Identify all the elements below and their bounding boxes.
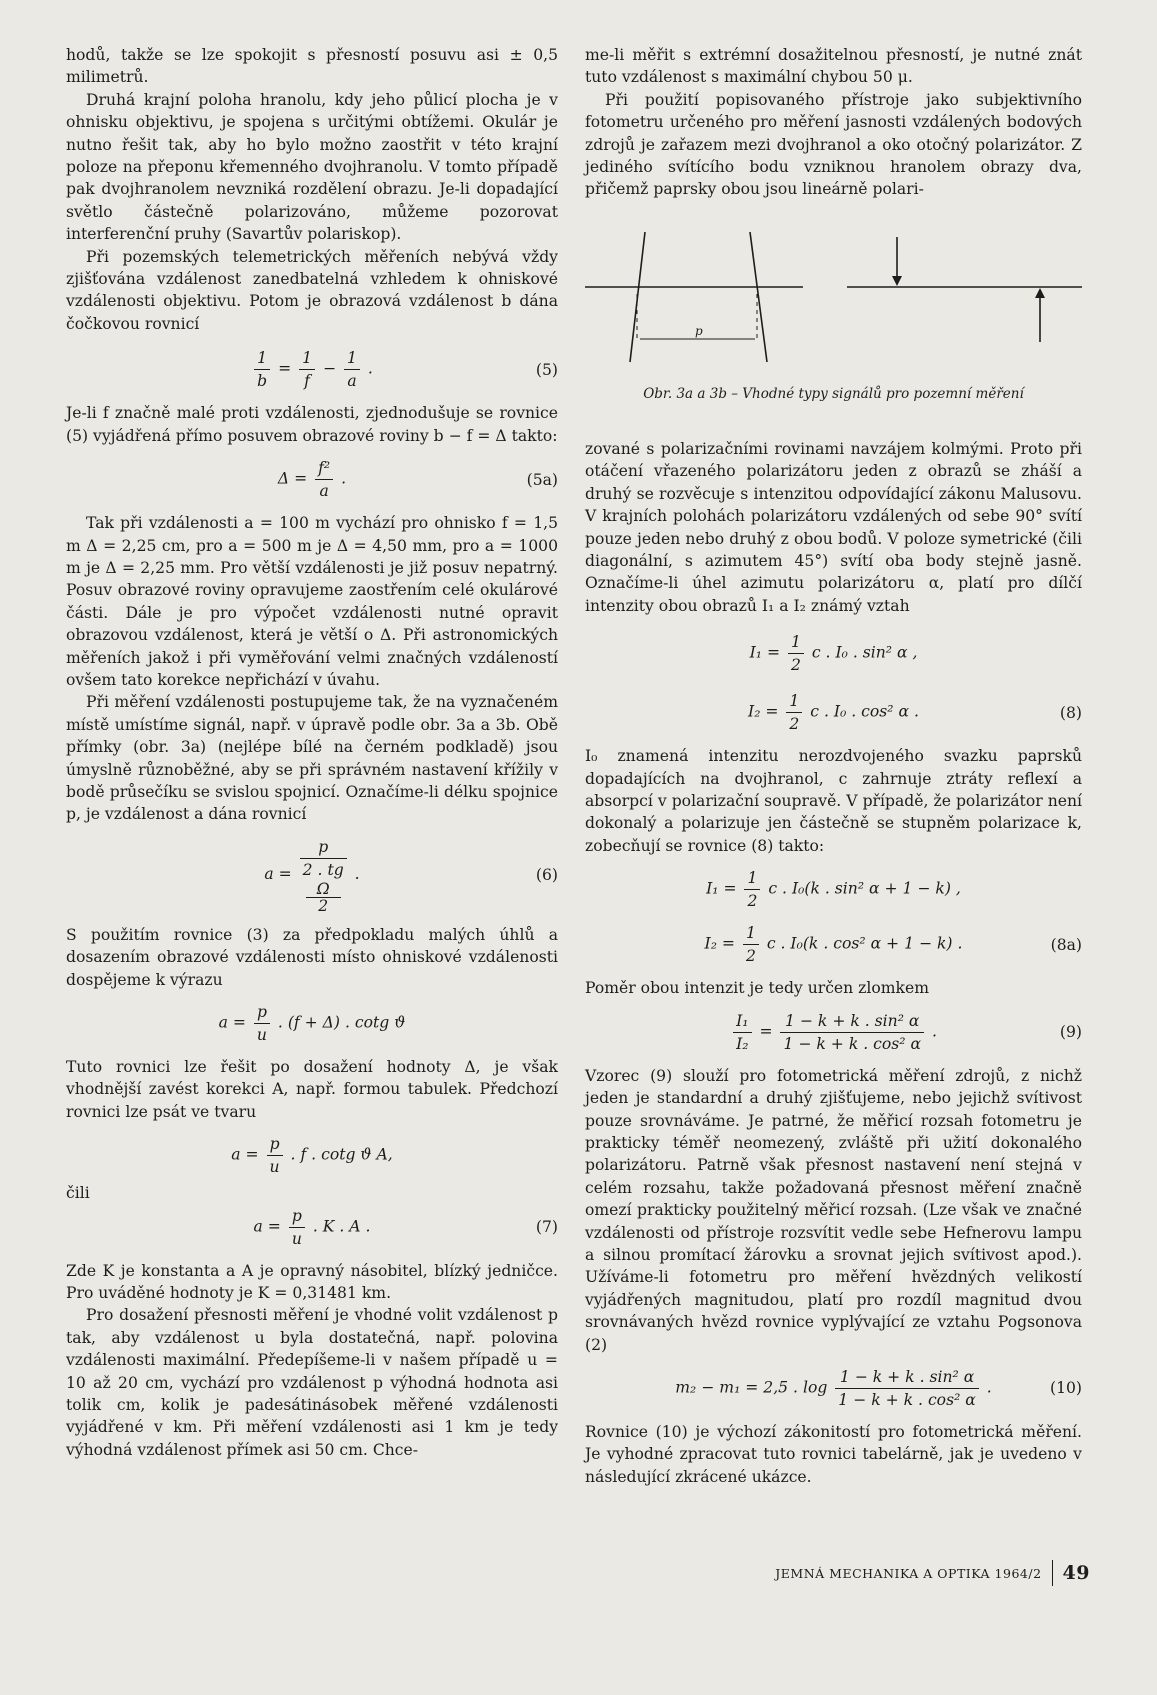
paragraph: Při pozemských telemetrických měřeních nebývá vždy zjišťována vzdálenost zanedbatelná vzhledem k ohniskové vzdálenosti objektivu. Potom je obrazová vzdálenost b dána čočkovou rovnicí bbox=[66, 247, 558, 333]
figure-caption: Obr. 3a a 3b – Vhodné typy signálů pro pozemní měření bbox=[643, 386, 1024, 402]
figure-3b bbox=[847, 237, 1082, 342]
paragraph: Při použití popisovaného přístroje jako subjektivního fotometru určeného pro měření jasnosti vzdálených bodových zdrojů je zařazem mezi dvojhranol a oko otočný polarizátor. Z jediného svítícího bodu vzniknou hranolem obrazy dva, přičemž paprsky obou jsou lineárně polari- bbox=[585, 90, 1082, 199]
equation-number: (8) bbox=[1059, 704, 1082, 723]
paragraph: S použitím rovnice (3) za předpokladu malých úhlů a dosazením obrazové vzdálenosti místo ohniskové vzdálenosti dospějeme k výrazu bbox=[66, 925, 558, 989]
paragraph: Při měření vzdálenosti postupujeme tak, že na vyznačeném místě umístíme signál, např. v úpravě podle obr. 3a a 3b. Obě přímky (obr. 3a) (nejlépe bílé na černém podkladě) jsou úmyslně různoběžné, aby se při správném nastavení křížily v bodě průsečíku se svislou spojnicí. Označíme-li délku spojnice p, je vzdálenost a dána rovnicí bbox=[66, 693, 558, 824]
left-column bbox=[66, 44, 558, 1461]
paragraph: Rovnice (10) je výchozí zákonitostí pro fotometrická měření. Je vyhodné zpracovat tuto rovnici tabelárně, jak je uvedeno v následující zkrácené ukázce. bbox=[585, 1422, 1082, 1486]
equation-unnumbered: a = $\frac{p}{u}$ . (f + Δ) . cotg ϑ bbox=[218, 1003, 406, 1044]
equation-6: a = p 2 . tg Ω 2 . (6) bbox=[264, 837, 558, 915]
equation-10: m₂ − m₁ = 2,5 . log $\frac{\text{1 − k + k . sin² α}}{\text{1 − k + k . cos² α}}$ . (10) bbox=[675, 1367, 1082, 1409]
footer-divider bbox=[1052, 1560, 1053, 1586]
journal-name: JEMNÁ MECHANIKA A OPTIKA 1964/2 bbox=[775, 1565, 1042, 1581]
equation-7: a = $\frac{p}{u}$ . K . A . (7) bbox=[253, 1206, 558, 1248]
equation-number: (6) bbox=[535, 865, 558, 884]
paragraph: Poměr obou intenzit je tedy určen zlomkem bbox=[585, 979, 929, 998]
equation-number: (5a) bbox=[526, 470, 558, 489]
equation-8: I₁ = $\frac{1}{2}$ c . I₀ . sin² α , I₂ = $\frac{1}{2}$ c . I₀ . cos² α . (8) bbox=[748, 633, 1082, 734]
figure-3a bbox=[585, 232, 803, 362]
equation-number: (5) bbox=[535, 360, 558, 379]
right-column-bottom bbox=[585, 438, 1082, 1488]
page-number: 49 bbox=[1062, 1562, 1090, 1584]
paragraph: Je-li f značně malé proti vzdálenosti, zjednodušuje se rovnice (5) vyjádřená přímo posuvem obrazové roviny b − f = Δ takto: bbox=[66, 404, 558, 445]
paragraph: hodů, takže se lze spokojit s přesností posuvu asi ± 0,5 milimetrů. bbox=[66, 46, 558, 87]
signal-figure bbox=[585, 232, 1082, 412]
equation-8a: I₁ = $\frac{1}{2}$ c . I₀(k . sin² α + 1 − k) , I₂ = $\frac{1}{2}$ c . I₀(k . cos² α + 1 − k) . (8a) bbox=[704, 869, 1082, 966]
equation-unnumbered-2: a = $\frac{p}{u}$ . f . cotg ϑ A, bbox=[231, 1135, 393, 1177]
equation-number: (10) bbox=[1049, 1379, 1082, 1398]
page-footer bbox=[770, 1560, 1090, 1586]
equation-number: (9) bbox=[1059, 1023, 1082, 1042]
paragraph: zované s polarizačními rovinami navzájem kolmými. Proto při otáčení vřazeného polarizátoru jeden z obrazů se zháší a druhý se rozvěcuje s intenzitou odpovídající zákonu Malusovu. V krajních polohách polarizátoru vzdálených od sebe 90° svítí pouze jeden nebo druhý z obou bodů. V poloze symetrické (čili diagonální, s azimutem 45°) svítí oba body stejně jasně. Označíme-li úhel azimutu polarizátoru α, platí pro dílčí intenzity obou obrazů I₁ a I₂ známý vztah bbox=[585, 440, 1082, 615]
paragraph: Vzorec (9) slouží pro fotometrická měření zdrojů, z nichž jeden je standardní a druhý zjišťujeme, nebo jejichž svítivost pouze srovnáváme. Je patrné, že měřicí rozsah fotometru je prakticky téměř neomezený, zvláště při užití dokonalého polarizátoru. Patrně však přesnost nastavení není stejná v celém rozsahu, takže požadovaná přesnost měření značně omezí prakticky použitelný měřicí rozsah. (Lze však ve značné vzdálenosti od přístroje rozsvítit vedle sebe Hefnerovu lampu a silnou promítací žárovku a srovnat jejich svítivost apod.). Užíváme-li fotometru pro měření hvězdných velikostí vyjádřených magnitudou, platí pro rozdíl magnitud dvou srovnávaných hvězd rovnice vyplývající ze vztahu Pogsonova (2) bbox=[585, 1066, 1082, 1354]
equation-5: $\frac{1}{b}$ = $\frac{1}{f}$ − $\frac{1}{a}$ . (5) bbox=[66, 347, 558, 392]
conjunction-cili: čili bbox=[66, 1184, 90, 1203]
equation-number: (7) bbox=[535, 1218, 558, 1237]
equation-5a: Δ = $\frac{\text{f²}}{a}$ . (5a) bbox=[277, 459, 558, 501]
right-column-top bbox=[585, 44, 1082, 201]
paragraph: Tuto rovnici lze řešit po dosažení hodnoty Δ, je však vhodnější zavést korekci A, např. formou tabulek. Předchozí rovnici lze psát ve tvaru bbox=[66, 1058, 558, 1121]
figure-label-p: p bbox=[695, 324, 703, 338]
paragraph: Pro dosažení přesnosti měření je vhodné volit vzdálenost p tak, aby vzdálenost u byla dostatečná, např. polovina vzdálenosti maximální. Předepíšeme-li v našem případě u = 10 až 20 cm, vychází pro vzdálenost p výhodná hodnota asi tolik cm, kolik je padesátinásobek měřené vzdálenosti vyjádřené v km. Při měření vzdálenosti asi 1 km je tedy výhodná vzdálenost přímek asi 50 cm. Chce- bbox=[66, 1306, 558, 1459]
paragraph: Tak při vzdálenosti a = 100 m vychází pro ohnisko f = 1,5 m Δ = 2,25 cm, pro a = 500 m je Δ = 4,50 mm, pro a = 1000 m je Δ = 2,25 mm. Pro větší vzdálenosti je již posuv nepatrný. Posuv obrazové roviny opravujeme zaostřením celé okulárové části. Dále je pro výpočet vzdálenosti nutné opravit obrazovou vzdálenost, která je větší o Δ. Při astronomických měřeních jakož i při vyměřování velmi značných vzdáleností ovšem tato korekce nepřichází v úvahu. bbox=[66, 514, 558, 689]
paragraph: Zde K je konstanta a A je opravný násobitel, blízký jedničce. Pro uváděné hodnoty je K = 0,31481 km. bbox=[66, 1261, 558, 1303]
equation-9: $\frac{\text{I₁}}{\text{I₂}}$ = $\frac{\text{1 − k + k . sin² α}}{\text{1 − k + k . cos² α}}$ . (9) bbox=[585, 1010, 1082, 1055]
equation-number: (8a) bbox=[1050, 936, 1082, 955]
paragraph: Druhá krajní poloha hranolu, kdy jeho půlicí plocha je v ohnisku objektivu, je spojena s určitými obtížemi. Okulár je nutno řešit tak, aby ho bylo možno zaostřit v této krajní poloze na přeponu křemenného dvojhranolu. V tomto případě pak dvojhranolem nevzniká rozdělení obrazu. Je-li dopadající světlo částečně polarizováno, můžeme pozorovat interferenční pruhy (Savartův polariskop). bbox=[66, 90, 558, 244]
paragraph: I₀ znamená intenzitu nerozdvojeného svazku paprsků dopadajících na dvojhranol, c zahrnuje ztráty reflexí a absorpcí v polarizační soupravě. V případě, že polarizátor není dokonalý a polarizuje jen částečně se stupněm polarizace k, zobecňují se rovnice (8) takto: bbox=[585, 747, 1082, 855]
paragraph: me-li měřit s extrémní dosažitelnou přesností, je nutné znát tuto vzdálenost s maximální chybou 50 μ. bbox=[585, 46, 1082, 87]
